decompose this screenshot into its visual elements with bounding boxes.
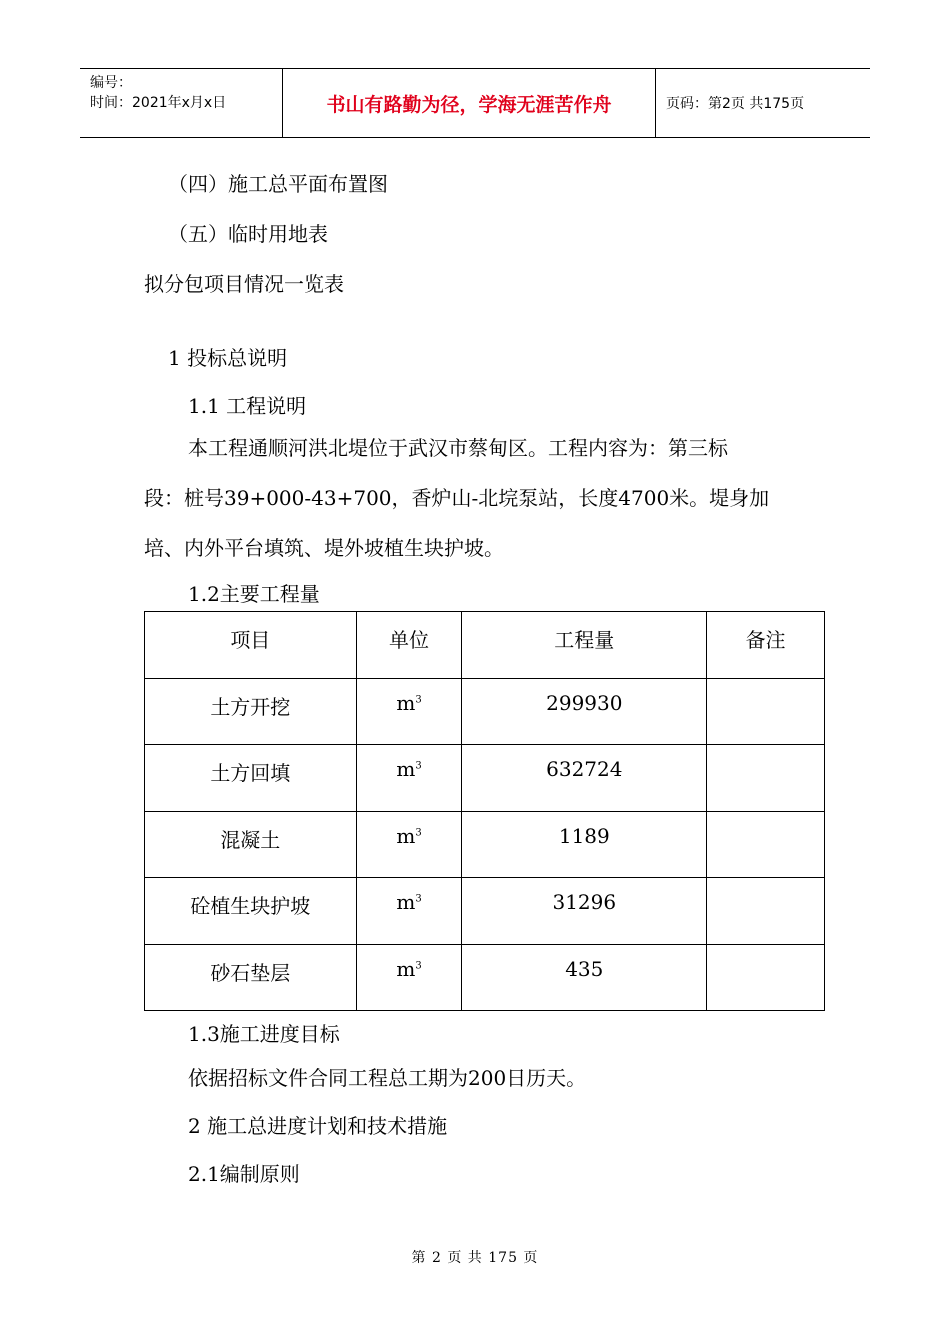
paragraph-line: 依据招标文件合同工程总工期为200日历天。 (188, 1066, 587, 1090)
paragraph-line: 段：桩号39+000-43+700，香炉山-北垸泵站，长度4700米。堤身加 (144, 486, 770, 510)
item-4-heading: （四）施工总平面布置图 (168, 172, 388, 196)
table-row (145, 878, 825, 945)
cell-note (707, 878, 825, 945)
cell-unit: $m^3$ (356, 811, 462, 878)
header-page-info: 页码：第2页 共175页 (666, 96, 805, 112)
cell-qty: 632724 (462, 745, 707, 812)
table-header-row (145, 612, 825, 679)
cell-qty: 299930 (462, 678, 707, 745)
paragraph-line: 本工程通顺河洪北堤位于武汉市蔡甸区。工程内容为：第三标 (188, 436, 728, 460)
section-1-3-heading: 1.3施工进度目标 (188, 1022, 340, 1046)
cell-item: 土方开挖 (145, 678, 357, 745)
column-header: 备注 (707, 612, 825, 679)
cell-item: 混凝土 (145, 811, 357, 878)
time-label: 时间：2021年x月x日 (90, 95, 227, 111)
section-1-2-heading: 1.2主要工程量 (188, 582, 320, 606)
header-motto: 书山有路勤为径，学海无涯苦作舟 (326, 93, 612, 116)
cell-note (707, 678, 825, 745)
cell-note (707, 745, 825, 812)
column-header: 单位 (356, 612, 462, 679)
quantities-table (144, 611, 825, 1011)
cell-item: 砂石垫层 (145, 944, 357, 1011)
cell-qty: 31296 (462, 878, 707, 945)
section-2-1-heading: 2.1编制原则 (188, 1162, 300, 1186)
number-label: 编号： (90, 75, 132, 91)
table-row (145, 745, 825, 812)
page-header (80, 68, 870, 138)
section-1-heading: 1 投标总说明 (168, 346, 288, 370)
table-row (145, 678, 825, 745)
section-1-1-heading: 1.1 工程说明 (188, 394, 307, 418)
cell-unit: $m^3$ (356, 678, 462, 745)
item-5-heading: （五）临时用地表 (168, 222, 328, 246)
cell-note (707, 944, 825, 1011)
page-footer: 第 2 页 共 175 页 (411, 1250, 539, 1266)
cell-unit: $m^3$ (356, 944, 462, 1011)
header-meta (90, 73, 226, 113)
table-row (145, 944, 825, 1011)
cell-note (707, 811, 825, 878)
table-row (145, 811, 825, 878)
cell-qty: 435 (462, 944, 707, 1011)
section-2-heading: 2 施工总进度计划和技术措施 (188, 1114, 448, 1138)
cell-item: 土方回填 (145, 745, 357, 812)
header-divider (655, 69, 656, 137)
subcontract-heading: 拟分包项目情况一览表 (144, 272, 344, 296)
cell-qty: 1189 (462, 811, 707, 878)
cell-item: 砼植生块护坡 (145, 878, 357, 945)
cell-unit: $m^3$ (356, 878, 462, 945)
column-header: 项目 (145, 612, 357, 679)
column-header: 工程量 (462, 612, 707, 679)
paragraph-line: 培、内外平台填筑、堤外坡植生块护坡。 (144, 536, 504, 560)
cell-unit: $m^3$ (356, 745, 462, 812)
